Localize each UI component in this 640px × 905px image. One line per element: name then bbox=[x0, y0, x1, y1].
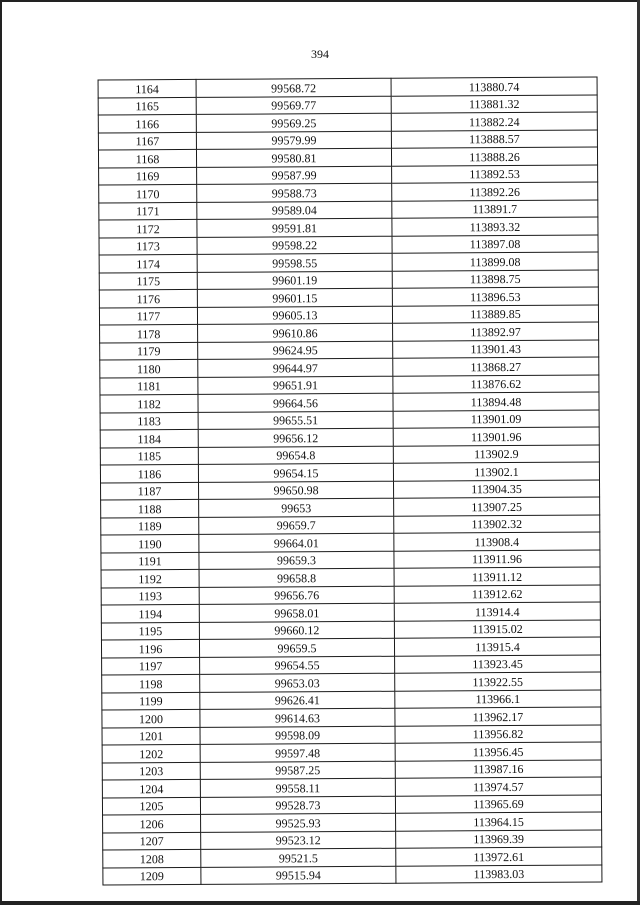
x-coordinate-cell: 99651.91 bbox=[198, 376, 393, 395]
y-coordinate-cell: 113966.1 bbox=[395, 689, 601, 708]
y-coordinate-cell: 113915.4 bbox=[394, 637, 600, 656]
point-number-cell: 1201 bbox=[102, 727, 200, 745]
point-number-cell: 1199 bbox=[102, 692, 200, 710]
x-coordinate-cell: 99658.01 bbox=[199, 603, 394, 622]
x-coordinate-cell: 99658.8 bbox=[199, 568, 394, 587]
y-coordinate-cell: 113876.62 bbox=[393, 374, 599, 393]
y-coordinate-cell: 113868.27 bbox=[393, 357, 599, 376]
point-number-cell: 1200 bbox=[102, 709, 200, 727]
x-coordinate-cell: 99598.22 bbox=[197, 236, 392, 255]
point-number-cell: 1209 bbox=[103, 867, 201, 885]
point-number-cell: 1191 bbox=[101, 552, 199, 570]
point-number-cell: 1198 bbox=[102, 674, 200, 692]
point-number-cell: 1165 bbox=[98, 97, 196, 115]
point-number-cell: 1189 bbox=[101, 517, 199, 535]
point-number-cell: 1184 bbox=[100, 429, 198, 447]
x-coordinate-cell: 99569.25 bbox=[196, 113, 391, 132]
x-coordinate-cell: 99587.25 bbox=[200, 761, 395, 780]
point-number-cell: 1166 bbox=[98, 114, 196, 132]
x-coordinate-cell: 99664.01 bbox=[199, 533, 394, 552]
x-coordinate-cell: 99654.8 bbox=[198, 446, 393, 465]
y-coordinate-cell: 113902.9 bbox=[393, 444, 599, 463]
y-coordinate-cell: 113912.62 bbox=[394, 584, 600, 603]
point-number-cell: 1207 bbox=[103, 832, 201, 850]
point-number-cell: 1172 bbox=[99, 219, 197, 237]
x-coordinate-cell: 99650.98 bbox=[199, 481, 394, 500]
x-coordinate-cell: 99655.51 bbox=[198, 411, 393, 430]
y-coordinate-cell: 113914.4 bbox=[394, 602, 600, 621]
point-number-cell: 1169 bbox=[99, 167, 197, 185]
x-coordinate-cell: 99569.77 bbox=[196, 96, 391, 115]
x-coordinate-cell: 99659.5 bbox=[199, 638, 394, 657]
table-row bbox=[103, 864, 602, 885]
x-coordinate-cell: 99591.81 bbox=[197, 218, 392, 237]
y-coordinate-cell: 113908.4 bbox=[394, 532, 600, 551]
point-number-cell: 1203 bbox=[102, 762, 200, 780]
x-coordinate-cell: 99653.03 bbox=[200, 673, 395, 692]
scan-edge-bottom bbox=[0, 901, 640, 905]
x-coordinate-cell: 99588.73 bbox=[197, 183, 392, 202]
point-number-cell: 1204 bbox=[102, 779, 200, 797]
x-coordinate-cell: 99656.12 bbox=[198, 428, 393, 447]
x-coordinate-cell: 99601.15 bbox=[197, 288, 392, 307]
y-coordinate-cell: 113898.75 bbox=[392, 269, 598, 288]
y-coordinate-cell: 113956.82 bbox=[395, 724, 601, 743]
x-coordinate-cell: 99610.86 bbox=[198, 323, 393, 342]
point-number-cell: 1180 bbox=[100, 359, 198, 377]
y-coordinate-cell: 113911.12 bbox=[394, 567, 600, 586]
x-coordinate-cell: 99659.3 bbox=[199, 551, 394, 570]
x-coordinate-cell: 99605.13 bbox=[197, 306, 392, 325]
y-coordinate-cell: 113964.15 bbox=[396, 812, 602, 831]
table-body bbox=[98, 77, 602, 885]
point-number-cell: 1183 bbox=[100, 412, 198, 430]
point-number-cell: 1193 bbox=[101, 587, 199, 605]
y-coordinate-cell: 113983.03 bbox=[396, 864, 602, 883]
x-coordinate-cell: 99525.93 bbox=[201, 813, 396, 832]
y-coordinate-cell: 113889.85 bbox=[392, 304, 598, 323]
point-number-cell: 1208 bbox=[103, 849, 201, 867]
x-coordinate-cell: 99601.19 bbox=[197, 271, 392, 290]
x-coordinate-cell: 99659.7 bbox=[199, 516, 394, 535]
coordinate-table bbox=[98, 76, 603, 885]
y-coordinate-cell: 113892.97 bbox=[393, 322, 599, 341]
x-coordinate-cell: 99654.15 bbox=[198, 463, 393, 482]
y-coordinate-cell: 113974.57 bbox=[395, 777, 601, 796]
y-coordinate-cell: 113888.57 bbox=[391, 129, 597, 148]
x-coordinate-cell: 99664.56 bbox=[198, 393, 393, 412]
y-coordinate-cell: 113881.32 bbox=[391, 94, 597, 113]
y-coordinate-cell: 113911.96 bbox=[394, 549, 600, 568]
x-coordinate-cell: 99523.12 bbox=[201, 831, 396, 850]
point-number-cell: 1170 bbox=[99, 184, 197, 202]
x-coordinate-cell: 99660.12 bbox=[199, 621, 394, 640]
point-number-cell: 1186 bbox=[100, 464, 198, 482]
x-coordinate-cell: 99521.5 bbox=[201, 848, 396, 867]
point-number-cell: 1179 bbox=[100, 342, 198, 360]
y-coordinate-cell: 113892.53 bbox=[392, 164, 598, 183]
point-number-cell: 1181 bbox=[100, 377, 198, 395]
x-coordinate-cell: 99515.94 bbox=[201, 866, 396, 885]
y-coordinate-cell: 113922.55 bbox=[395, 672, 601, 691]
x-coordinate-cell: 99626.41 bbox=[200, 691, 395, 710]
point-number-cell: 1174 bbox=[99, 254, 197, 272]
point-number-cell: 1168 bbox=[98, 149, 196, 167]
point-number-cell: 1167 bbox=[98, 132, 196, 150]
y-coordinate-cell: 113901.43 bbox=[393, 339, 599, 358]
x-coordinate-cell: 99644.97 bbox=[198, 358, 393, 377]
y-coordinate-cell: 113893.32 bbox=[392, 217, 598, 236]
y-coordinate-cell: 113882.24 bbox=[391, 112, 597, 131]
y-coordinate-cell: 113880.74 bbox=[391, 77, 597, 96]
scan-edge-left bbox=[0, 0, 2, 905]
y-coordinate-cell: 113956.45 bbox=[395, 742, 601, 761]
y-coordinate-cell: 113897.08 bbox=[392, 234, 598, 253]
point-number-cell: 1164 bbox=[98, 79, 196, 97]
y-coordinate-cell: 113888.26 bbox=[391, 147, 597, 166]
x-coordinate-cell: 99654.55 bbox=[200, 656, 395, 675]
y-coordinate-cell: 113915.02 bbox=[394, 619, 600, 638]
y-coordinate-cell: 113894.48 bbox=[393, 392, 599, 411]
point-number-cell: 1194 bbox=[101, 604, 199, 622]
y-coordinate-cell: 113972.61 bbox=[396, 847, 602, 866]
y-coordinate-cell: 113965.69 bbox=[395, 794, 601, 813]
point-number-cell: 1177 bbox=[99, 307, 197, 325]
x-coordinate-cell: 99653 bbox=[199, 498, 394, 517]
point-number-cell: 1188 bbox=[101, 499, 199, 517]
point-number-cell: 1187 bbox=[101, 482, 199, 500]
point-number-cell: 1202 bbox=[102, 744, 200, 762]
point-number-cell: 1182 bbox=[100, 394, 198, 412]
y-coordinate-cell: 113907.25 bbox=[394, 497, 600, 516]
y-coordinate-cell: 113902.32 bbox=[394, 514, 600, 533]
x-coordinate-cell: 99614.63 bbox=[200, 708, 395, 727]
point-number-cell: 1192 bbox=[101, 569, 199, 587]
x-coordinate-cell: 99598.09 bbox=[200, 726, 395, 745]
point-number-cell: 1176 bbox=[99, 289, 197, 307]
point-number-cell: 1173 bbox=[99, 237, 197, 255]
point-number-cell: 1197 bbox=[102, 657, 200, 675]
x-coordinate-cell: 99598.55 bbox=[197, 253, 392, 272]
x-coordinate-cell: 99580.81 bbox=[196, 148, 391, 167]
point-number-cell: 1206 bbox=[103, 814, 201, 832]
x-coordinate-cell: 99579.99 bbox=[196, 131, 391, 150]
x-coordinate-cell: 99528.73 bbox=[200, 796, 395, 815]
point-number-cell: 1171 bbox=[99, 202, 197, 220]
y-coordinate-cell: 113923.45 bbox=[395, 654, 601, 673]
point-number-cell: 1185 bbox=[100, 447, 198, 465]
x-coordinate-cell: 99597.48 bbox=[200, 743, 395, 762]
y-coordinate-cell: 113987.16 bbox=[395, 759, 601, 778]
y-coordinate-cell: 113891.7 bbox=[392, 199, 598, 218]
y-coordinate-cell: 113899.08 bbox=[392, 252, 598, 271]
point-number-cell: 1205 bbox=[102, 797, 200, 815]
point-number-cell: 1195 bbox=[101, 622, 199, 640]
page-number: 394 bbox=[311, 47, 329, 61]
x-coordinate-cell: 99589.04 bbox=[197, 201, 392, 220]
y-coordinate-cell: 113896.53 bbox=[392, 287, 598, 306]
y-coordinate-cell: 113904.35 bbox=[393, 479, 599, 498]
x-coordinate-cell: 99558.11 bbox=[200, 778, 395, 797]
x-coordinate-cell: 99568.72 bbox=[196, 78, 391, 97]
y-coordinate-cell: 113901.09 bbox=[393, 409, 599, 428]
y-coordinate-cell: 113962.17 bbox=[395, 707, 601, 726]
scan-edge-top bbox=[0, 0, 640, 2]
y-coordinate-cell: 113892.26 bbox=[392, 182, 598, 201]
point-number-cell: 1190 bbox=[101, 534, 199, 552]
point-number-cell: 1196 bbox=[101, 639, 199, 657]
point-number-cell: 1175 bbox=[99, 272, 197, 290]
x-coordinate-cell: 99624.95 bbox=[198, 341, 393, 360]
y-coordinate-cell: 113901.96 bbox=[393, 427, 599, 446]
x-coordinate-cell: 99587.99 bbox=[197, 166, 392, 185]
y-coordinate-cell: 113969.39 bbox=[396, 829, 602, 848]
point-number-cell: 1178 bbox=[100, 324, 198, 342]
y-coordinate-cell: 113902.1 bbox=[393, 462, 599, 481]
x-coordinate-cell: 99656.76 bbox=[199, 586, 394, 605]
